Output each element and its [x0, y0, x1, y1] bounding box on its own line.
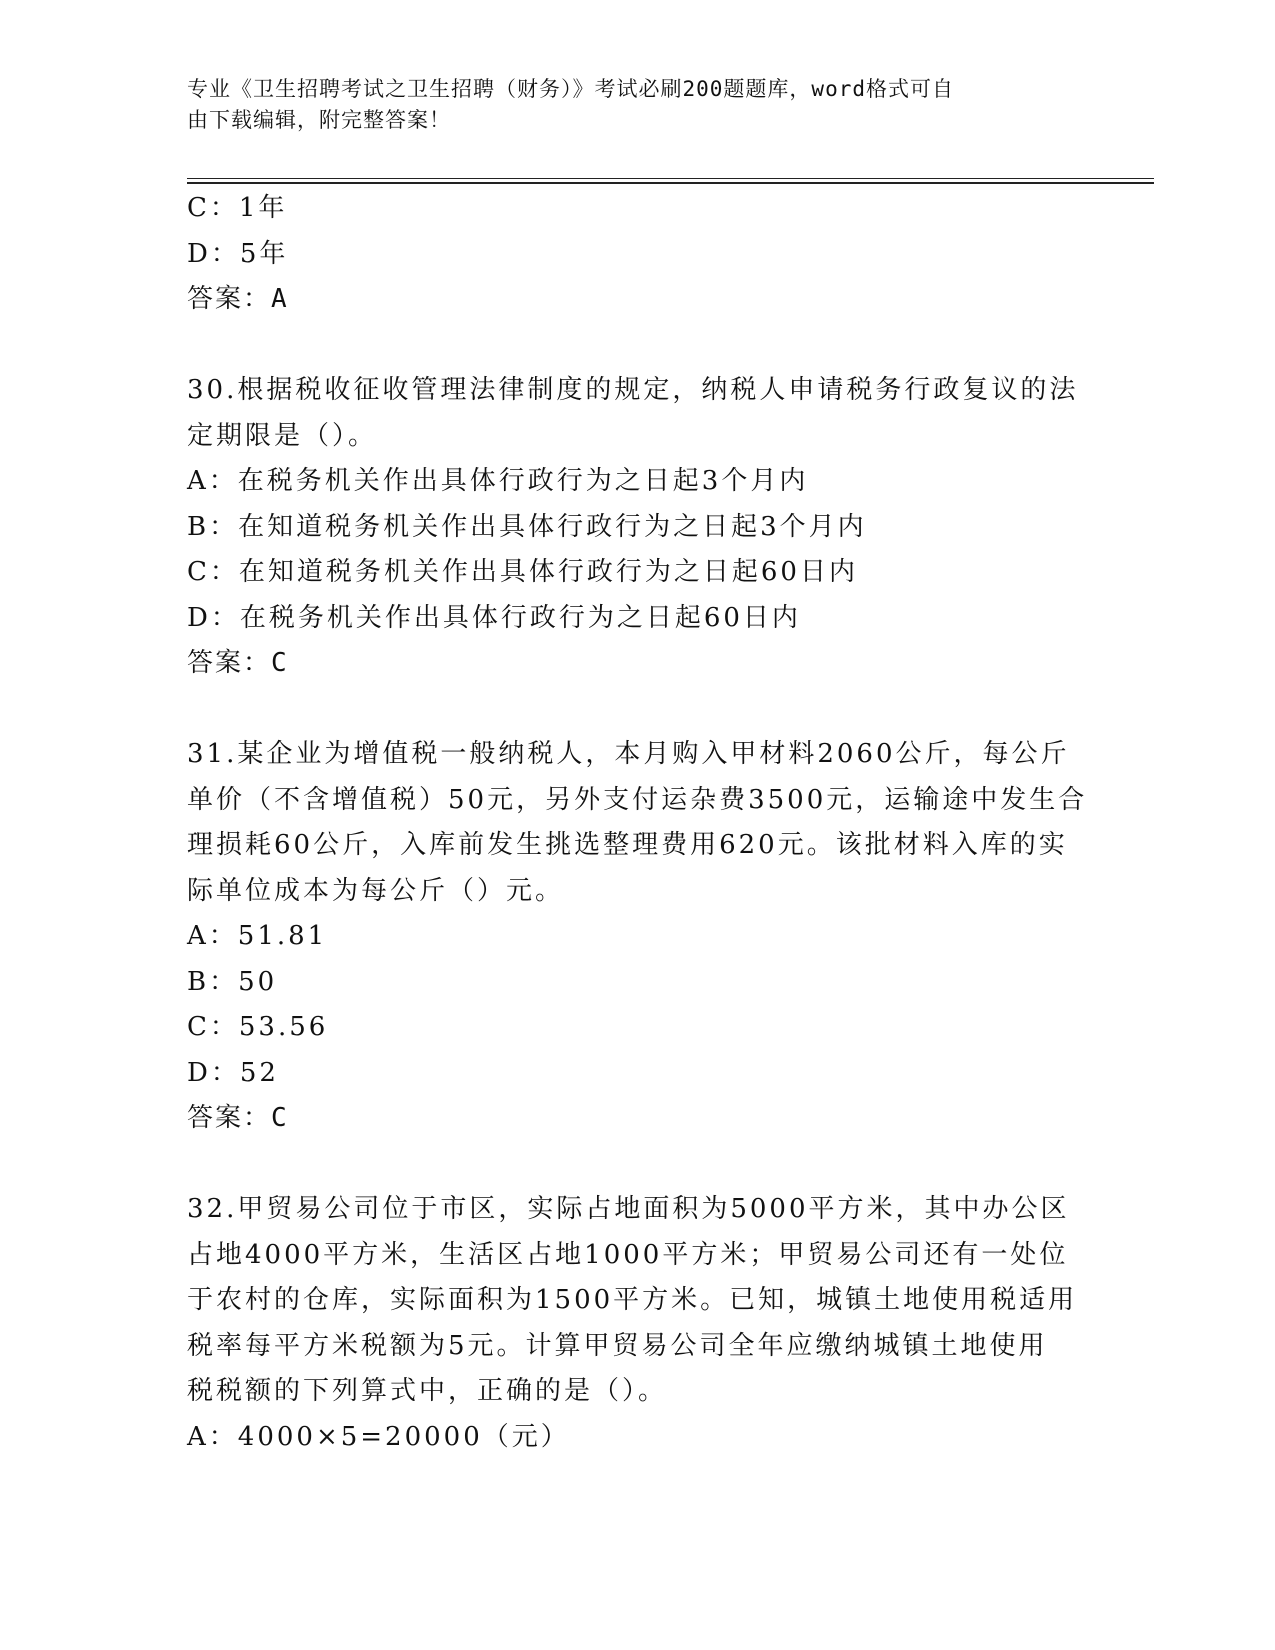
- spacer: [187, 323, 1087, 369]
- question-stem-line: 30.根据税收征收管理法律制度的规定，纳税人申请税务行政复议的法: [187, 375, 1079, 405]
- header-divider: [187, 178, 1154, 179]
- question-block: [187, 368, 1087, 687]
- option-c: C：1年: [187, 193, 288, 223]
- question-stem-line: 税税额的下列算式中，正确的是（）。: [187, 1376, 668, 1406]
- question-stem-line: 32.甲贸易公司位于市区，实际占地面积为5000平方米，其中办公区: [187, 1194, 1070, 1224]
- option-a: A：51.81: [187, 921, 328, 951]
- question-stem-line: 31.某企业为增值税一般纳税人，本月购入甲材料2060公斤，每公斤: [187, 739, 1070, 769]
- question-stem-line: 定期限是（）。: [187, 420, 378, 451]
- spacer: [187, 687, 1087, 733]
- option-d: D：52: [187, 1057, 279, 1088]
- document-header: [187, 74, 1067, 136]
- question-stem-line: 税率每平方米税额为5元。计算甲贸易公司全年应缴纳城镇土地使用: [187, 1330, 1048, 1361]
- question-list: [187, 186, 1087, 1460]
- header-line: 专业《卫生招聘考试之卫生招聘（财务）》考试必刷200题题库，word格式可自: [187, 77, 954, 101]
- option-c: C：53.56: [187, 1012, 329, 1042]
- question-block: [187, 732, 1087, 1142]
- option-a: A：4000×5=20000（元）: [187, 1421, 570, 1452]
- option-c: C：在知道税务机关作出具体行政行为之日起60日内: [187, 557, 858, 587]
- option-a: A：在税务机关作出具体行政行为之日起3个月内: [187, 466, 809, 496]
- question-block: [187, 186, 1087, 323]
- question-stem-line: 单价（不含增值税）50元，另外支付运杂费3500元，运输途中发生合: [187, 784, 1088, 815]
- option-b: B：在知道税务机关作出具体行政行为之日起3个月内: [187, 511, 867, 542]
- option-b: B：50: [187, 966, 278, 997]
- question-stem-line: 理损耗60公斤，入库前发生挑选整理费用620元。该批材料入库的实: [187, 830, 1068, 860]
- answer-line: 答案：C: [187, 1103, 289, 1133]
- answer-line: 答案：A: [187, 284, 289, 314]
- header-line: 由下载编辑，附完整答案！: [187, 108, 451, 132]
- header-divider: [187, 182, 1154, 184]
- question-stem-line: 占地4000平方米，生活区占地1000平方米；甲贸易公司还有一处位: [187, 1239, 1069, 1270]
- option-d: D：在税务机关作出具体行政行为之日起60日内: [187, 602, 801, 633]
- answer-line: 答案：C: [187, 648, 289, 678]
- option-d: D：5年: [187, 238, 289, 269]
- question-block: [187, 1187, 1087, 1460]
- spacer: [187, 1142, 1087, 1188]
- question-stem-line: 际单位成本为每公斤（）元。: [187, 875, 565, 906]
- question-stem-line: 于农村的仓库，实际面积为1500平方米。已知，城镇土地使用税适用: [187, 1285, 1078, 1315]
